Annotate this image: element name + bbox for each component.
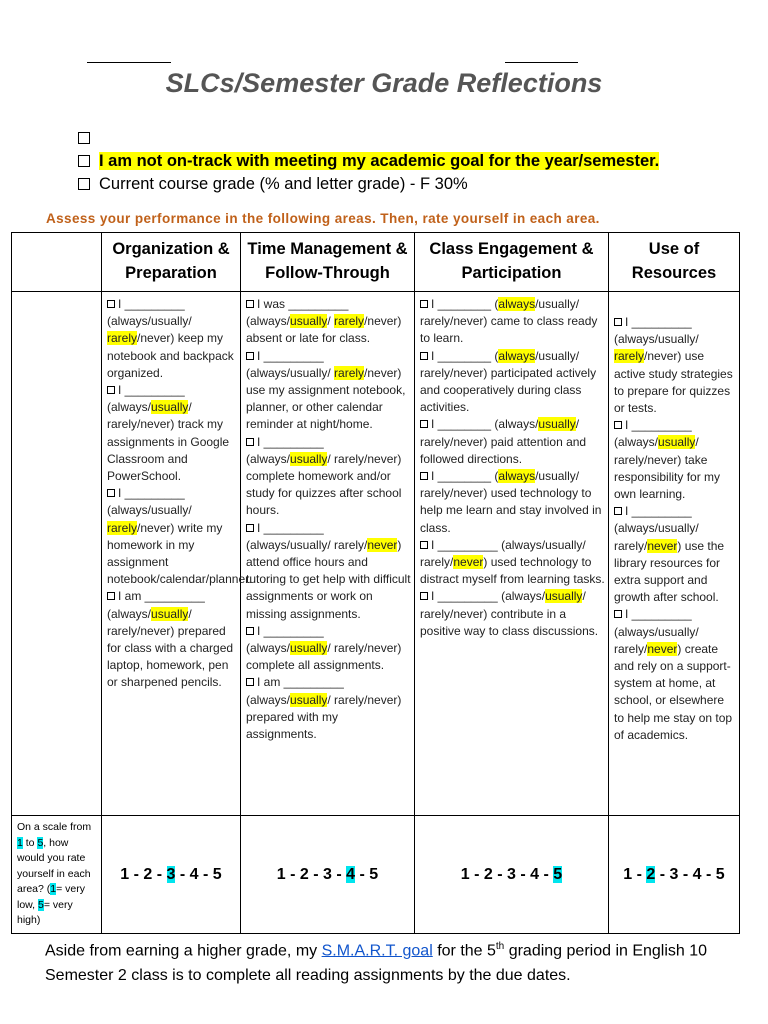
statement-item bbox=[420, 348, 605, 417]
checkbox-icon[interactable] bbox=[107, 386, 115, 394]
checklist-item-label: I am not on-track with meeting my academic goal for the year/semester. bbox=[99, 152, 660, 170]
statement-text: / bbox=[327, 314, 335, 329]
checkbox-icon[interactable] bbox=[107, 300, 115, 308]
rating-option[interactable]: 1 bbox=[623, 865, 633, 883]
statement-text: I _________ (always/usually/ rarely/ bbox=[614, 504, 699, 553]
checkbox-icon[interactable] bbox=[78, 155, 90, 167]
statement-text: I _________ (always/usually/ rarely/ bbox=[614, 607, 699, 656]
statement-text: ) attend office hours and tutoring to get help with difficult assignments or work on missing assignments. bbox=[246, 537, 411, 621]
checkbox-icon[interactable] bbox=[420, 541, 428, 549]
checkbox-icon[interactable] bbox=[420, 592, 428, 600]
checkbox-icon[interactable] bbox=[246, 438, 254, 446]
checkbox-icon[interactable] bbox=[246, 352, 254, 360]
statement-item bbox=[614, 606, 736, 744]
highlighted-choice: usually bbox=[290, 451, 328, 466]
statements-cell bbox=[102, 292, 252, 816]
statement-text: / rarely/never) take responsibility for my own learning. bbox=[614, 435, 721, 502]
name-blank-line-right bbox=[505, 62, 578, 63]
rating-separator: - bbox=[655, 865, 670, 883]
highlighted-choice: always bbox=[498, 348, 536, 363]
checkbox-icon[interactable] bbox=[246, 678, 254, 686]
highlighted-choice: usually bbox=[658, 435, 696, 450]
statement-item bbox=[107, 588, 237, 691]
rating-separator: - bbox=[331, 865, 347, 883]
statement-item bbox=[420, 416, 605, 468]
checkbox-icon[interactable] bbox=[420, 420, 428, 428]
statement-item bbox=[246, 434, 411, 520]
highlighted-choice: usually bbox=[290, 692, 328, 707]
rating-option[interactable]: 4 bbox=[692, 865, 702, 883]
highlighted-choice: always bbox=[498, 469, 536, 484]
statements-cell bbox=[609, 292, 740, 816]
checkbox-icon[interactable] bbox=[420, 300, 428, 308]
statement-text: / rarely/never) paid attention and followed directions. bbox=[420, 417, 587, 466]
checklist-item-label: Current course grade (% and letter grade) - F 30% bbox=[99, 175, 468, 193]
highlighted-choice: never bbox=[647, 641, 678, 656]
checkbox-icon[interactable] bbox=[246, 627, 254, 635]
table-header: Class Engagement & Participation bbox=[415, 233, 609, 292]
rating-option[interactable]: 1 bbox=[276, 865, 286, 883]
statement-text: I _________ (always/usually/ bbox=[107, 297, 192, 329]
statement-text: ) used technology to distract myself from learning tasks. bbox=[420, 555, 605, 587]
statement-text: ) create and rely on a support-system at home, at school, or elsewhere to help me stay on top of academics. bbox=[614, 641, 733, 742]
statement-item bbox=[420, 537, 605, 589]
highlighted-choice: usually bbox=[151, 400, 189, 415]
statement-item bbox=[107, 296, 237, 382]
table-header-empty bbox=[12, 233, 102, 292]
rating-separator: - bbox=[492, 865, 508, 883]
highlighted-choice: rarely bbox=[334, 365, 365, 380]
rating-option[interactable]: 2 bbox=[299, 865, 309, 883]
rating-separator: - bbox=[355, 865, 370, 883]
rating-separator: - bbox=[175, 865, 190, 883]
statement-text: I am _________ (always/ bbox=[107, 589, 205, 621]
statement-text: I ________ ( bbox=[431, 469, 499, 484]
statements-cell bbox=[415, 292, 609, 816]
rating-separator: - bbox=[469, 865, 484, 883]
statement-item bbox=[246, 674, 411, 743]
rating-option[interactable]: 5 bbox=[212, 865, 222, 883]
highlighted-choice: usually bbox=[151, 606, 189, 621]
statement-text: / rarely/never) prepared with my assignments. bbox=[246, 692, 402, 742]
statement-text: /never) write my homework in my assignment notebook/calendar/planner. bbox=[107, 520, 252, 587]
checkbox-icon[interactable] bbox=[614, 610, 622, 618]
statement-text: /usually/ rarely/never) came to class ready to learn. bbox=[420, 297, 598, 346]
checklist-item-1[interactable] bbox=[78, 127, 659, 150]
highlighted-choice: usually bbox=[290, 641, 328, 656]
rating-option[interactable]: 5 bbox=[553, 865, 563, 883]
highlighted-choice: never bbox=[367, 537, 398, 552]
highlighted-choice: always bbox=[498, 297, 536, 311]
checkbox-icon[interactable] bbox=[420, 472, 428, 480]
rating-cell[interactable] bbox=[241, 816, 415, 934]
rating-separator: - bbox=[632, 865, 647, 883]
table-row-statements bbox=[12, 292, 740, 816]
checkbox-icon[interactable] bbox=[420, 352, 428, 360]
rating-separator: - bbox=[515, 865, 531, 883]
rating-option[interactable]: 5 bbox=[715, 865, 725, 883]
highlighted-choice: rarely bbox=[614, 349, 645, 364]
statement-text: I _________ (always/usually/ bbox=[246, 348, 335, 380]
rating-option[interactable]: 1 bbox=[120, 865, 130, 883]
rating-cell[interactable] bbox=[415, 816, 609, 934]
statement-text: /never) absent or late for class. bbox=[246, 314, 402, 346]
rating-cell[interactable] bbox=[609, 816, 740, 934]
rating-separator: - bbox=[129, 865, 144, 883]
statement-item bbox=[107, 485, 252, 588]
statement-text: / rarely/never) contribute in a positive way to class discussions. bbox=[420, 589, 599, 638]
rating-option[interactable]: 3 bbox=[507, 865, 516, 883]
statement-text: I ________ ( bbox=[431, 348, 499, 363]
statement-item bbox=[246, 348, 411, 434]
name-blank-line-left bbox=[87, 62, 171, 63]
table-header: Use of Resources bbox=[609, 233, 740, 292]
statement-item bbox=[614, 503, 736, 606]
highlighted-choice: never bbox=[453, 555, 484, 570]
statement-item bbox=[107, 382, 237, 485]
checkbox-icon[interactable] bbox=[614, 318, 622, 326]
checklist-item-2[interactable] bbox=[78, 150, 659, 173]
checkbox-icon[interactable] bbox=[246, 300, 254, 308]
statement-text: /never) keep my notebook and backpack organized. bbox=[107, 331, 234, 380]
statement-text: / rarely/never) complete all assignments. bbox=[246, 641, 402, 673]
statement-text: I _________ (always/usually/ bbox=[614, 315, 699, 347]
highlighted-choice: rarely bbox=[107, 331, 138, 346]
statement-item bbox=[614, 314, 736, 417]
statement-text: I am _________ (always/ bbox=[246, 675, 344, 707]
table-header-row bbox=[12, 233, 740, 292]
smart-goal-link[interactable]: S.M.A.R.T. goal bbox=[321, 942, 433, 960]
rating-separator: - bbox=[285, 865, 300, 883]
rating-option[interactable]: 3 bbox=[323, 865, 332, 883]
rating-option[interactable]: 4 bbox=[189, 865, 199, 883]
statement-text: I _________ (always/ bbox=[246, 623, 324, 656]
statement-item bbox=[246, 520, 411, 623]
statements-cell bbox=[241, 292, 415, 816]
rating-option[interactable]: 3 bbox=[669, 865, 679, 883]
highlighted-choice: usually bbox=[538, 417, 576, 432]
rating-separator: - bbox=[701, 865, 716, 883]
rating-option[interactable]: 2 bbox=[143, 865, 153, 883]
statement-item bbox=[614, 417, 736, 503]
smart-goal-statement: Aside from earning a higher grade, my S.M.A.R.T. goal for the 5th grading period in English 10 Semester 2 class is to complete all reading assignments by the due dates. bbox=[45, 941, 708, 985]
statement-item bbox=[246, 296, 411, 348]
statement-text: I _________ (always/usually/ rarely/ bbox=[420, 537, 586, 570]
checkbox-icon[interactable] bbox=[614, 421, 622, 429]
highlighted-choice: rarely bbox=[334, 314, 365, 329]
page-title: SLCs/Semester Grade Reflections bbox=[165, 68, 603, 98]
rating-option[interactable]: 4 bbox=[346, 865, 356, 883]
rating-option[interactable]: 4 bbox=[530, 865, 540, 883]
statement-text: /usually/ rarely/never) participated actively and cooperatively during class activities. bbox=[420, 348, 597, 415]
rating-option[interactable]: 5 bbox=[369, 865, 379, 883]
statement-item bbox=[246, 623, 411, 675]
table-header: Time Management & Follow-Through bbox=[241, 233, 415, 292]
rating-option[interactable]: 2 bbox=[646, 865, 656, 883]
rating-separator: - bbox=[198, 865, 213, 883]
statement-text: / rarely/never) prepared for class with a charged laptop, homework, pen or sharpened pencils. bbox=[107, 606, 234, 690]
checklist bbox=[78, 127, 659, 196]
rating-separator: - bbox=[539, 865, 554, 883]
statement-item bbox=[420, 468, 605, 537]
rating-option[interactable]: 3 bbox=[166, 865, 176, 883]
checkbox-icon[interactable] bbox=[614, 507, 622, 515]
rating-option[interactable]: 2 bbox=[483, 865, 493, 883]
checkbox-icon[interactable] bbox=[246, 524, 254, 532]
statement-text: I _________ (always/usually/ bbox=[107, 486, 192, 518]
highlighted-choice: usually bbox=[290, 314, 328, 329]
statement-text: I _________ (always/ bbox=[107, 383, 185, 415]
rating-separator: - bbox=[152, 865, 167, 883]
highlighted-choice: usually bbox=[545, 589, 583, 604]
statement-text: I _________ (always/ bbox=[431, 589, 546, 604]
reflection-table bbox=[11, 232, 740, 934]
highlighted-choice: rarely bbox=[107, 520, 138, 535]
highlighted-choice: never bbox=[647, 538, 678, 553]
rating-option[interactable]: 1 bbox=[460, 865, 470, 883]
rating-separator: - bbox=[308, 865, 324, 883]
checkbox-icon[interactable] bbox=[107, 489, 115, 497]
statement-item bbox=[420, 296, 605, 348]
statement-text: I _________ (always/ bbox=[614, 418, 692, 450]
rating-scale-label: On a scale from 1 to 5, how would you rate yourself in each area? (1= very low, 5= very high) bbox=[12, 816, 102, 934]
statement-text: I ________ ( bbox=[431, 297, 499, 311]
table-row-ratings bbox=[12, 816, 740, 934]
statement-text: ) use the library resources for extra support and growth after school. bbox=[614, 538, 725, 605]
instruction-text: Assess your performance in the following areas. Then, rate yourself in each area. bbox=[46, 211, 600, 226]
statement-text: I was _________ (always/ bbox=[246, 297, 349, 329]
statement-text: /usually/ rarely/never) used technology to help me learn and stay involved in class. bbox=[420, 469, 602, 535]
statement-text: / rarely/never) track my assignments in Google Classroom and PowerSchool. bbox=[107, 400, 230, 484]
checkbox-icon[interactable] bbox=[107, 592, 115, 600]
checkbox-icon[interactable] bbox=[78, 132, 90, 144]
checklist-item-3[interactable] bbox=[78, 173, 659, 196]
rating-cell[interactable] bbox=[102, 816, 241, 934]
statement-text: /never) use active study strategies to prepare for quizzes or tests. bbox=[614, 349, 733, 416]
row-label-empty bbox=[12, 292, 102, 816]
table-header: Organization & Preparation bbox=[102, 233, 241, 292]
statement-text: I ________ (always/ bbox=[431, 417, 539, 432]
checkbox-icon[interactable] bbox=[78, 178, 90, 190]
statement-text: / rarely/never) complete homework and/or study for quizzes after school hours. bbox=[246, 451, 402, 518]
statement-text: I _________ (always/usually/ rarely/ bbox=[246, 520, 368, 552]
statement-text: I _________ (always/ bbox=[246, 434, 324, 466]
rating-separator: - bbox=[678, 865, 693, 883]
statement-text: /never) use my assignment notebook, planner, or other calendar reminder at night/home. bbox=[246, 365, 406, 432]
statement-item bbox=[420, 588, 605, 640]
